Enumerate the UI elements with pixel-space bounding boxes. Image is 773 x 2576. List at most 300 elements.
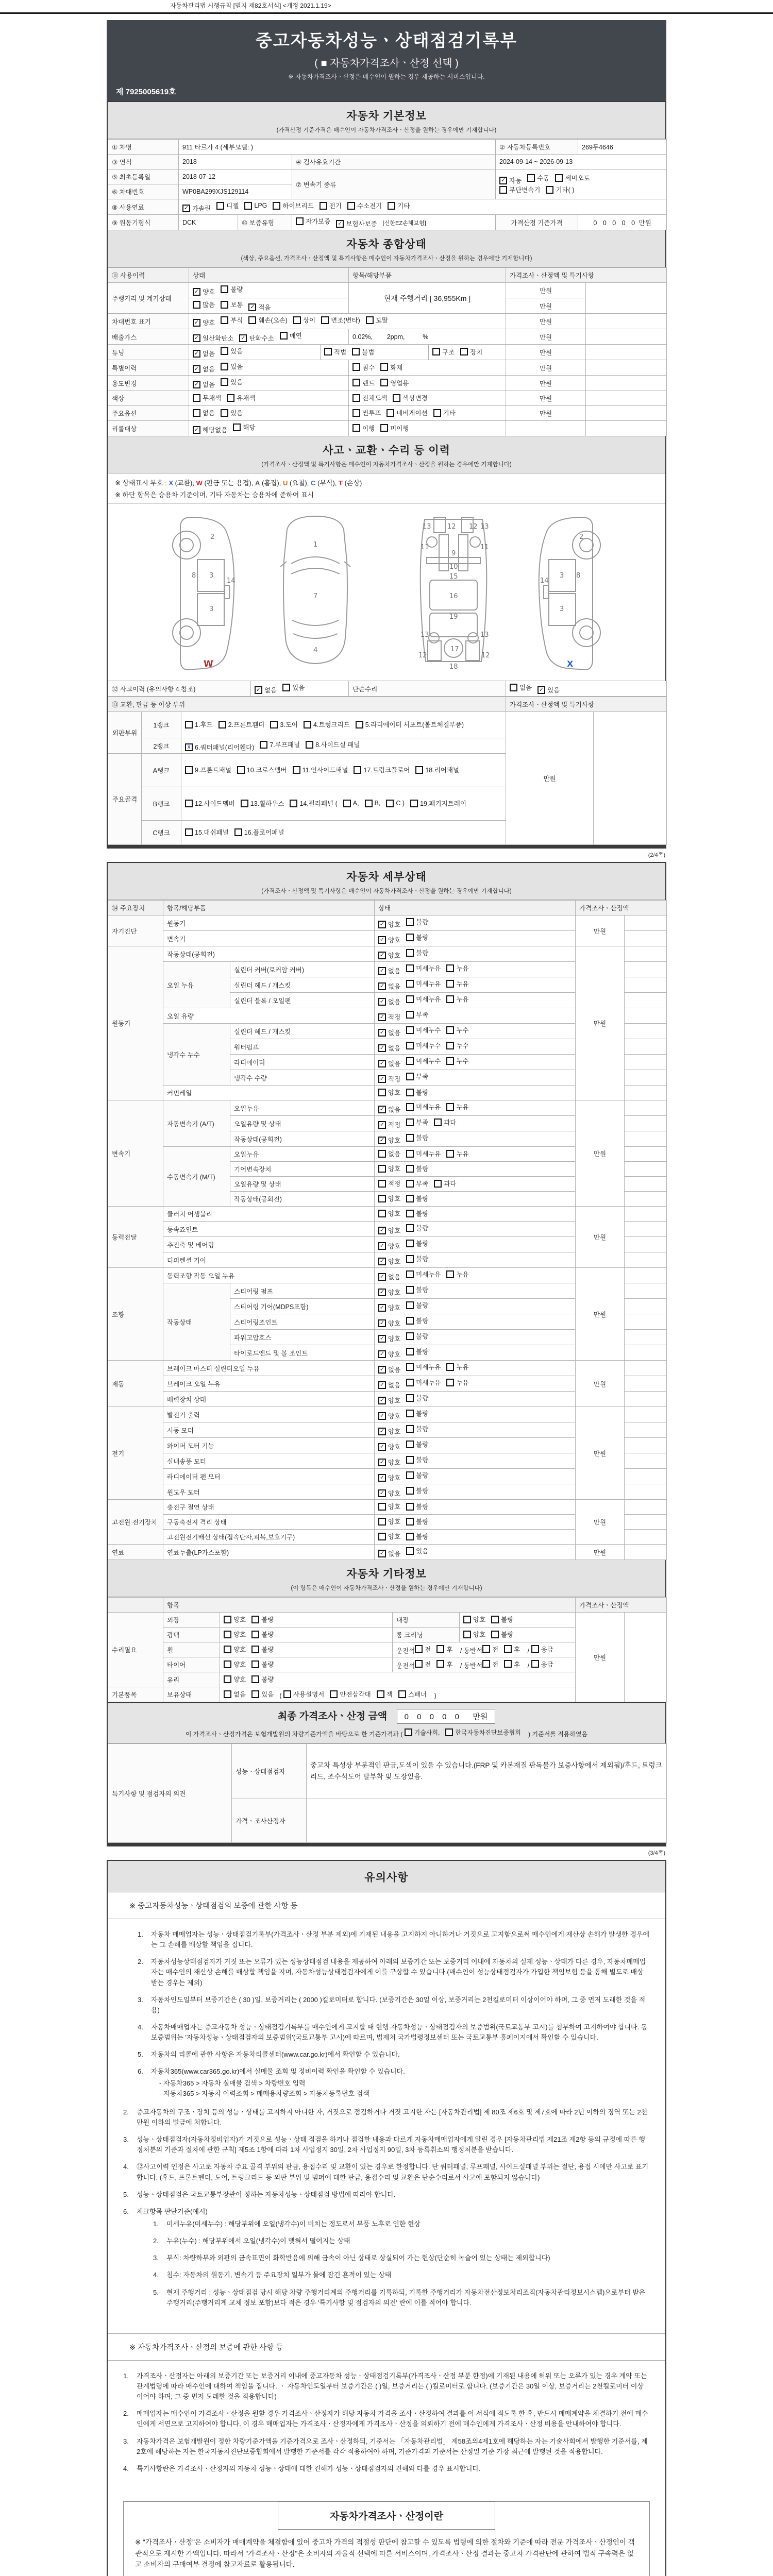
checkbox-option[interactable] [336, 219, 377, 228]
checkbox-option[interactable] [406, 1300, 428, 1310]
checkbox-option[interactable] [378, 981, 400, 991]
checkbox-option[interactable] [406, 994, 441, 1004]
checkbox-icon[interactable] [380, 379, 388, 386]
checkbox-icon[interactable] [445, 1728, 453, 1736]
checkbox-option[interactable] [378, 1209, 400, 1218]
checkbox-option[interactable] [433, 408, 456, 417]
checkbox-option[interactable] [224, 1645, 246, 1654]
checkbox-option[interactable] [546, 185, 574, 194]
checkbox-option[interactable] [378, 1349, 400, 1359]
checkbox-icon[interactable] [432, 348, 440, 355]
checkbox-icon[interactable] [446, 1363, 454, 1371]
checkbox-option[interactable] [406, 1316, 428, 1325]
checkbox-option[interactable] [378, 920, 400, 929]
checkbox-icon[interactable] [221, 316, 228, 324]
checkbox-option[interactable] [432, 347, 455, 357]
checkbox-option[interactable] [221, 408, 243, 417]
checkbox-icon[interactable] [406, 1547, 414, 1555]
checkbox-option[interactable] [406, 1025, 441, 1035]
checkbox-checked-icon[interactable]: ✓ [378, 1397, 386, 1404]
checkbox-option[interactable] [193, 300, 215, 309]
checkbox-option[interactable] [378, 1164, 400, 1173]
checkbox-option[interactable] [446, 1102, 468, 1111]
checkbox-option[interactable] [415, 765, 459, 774]
checkbox-option[interactable] [378, 1272, 400, 1281]
checkbox-icon[interactable] [415, 766, 423, 774]
checkbox-option[interactable] [227, 393, 255, 402]
checkbox-option[interactable] [352, 363, 375, 372]
checkbox-icon[interactable] [406, 1487, 414, 1495]
checkbox-icon[interactable] [224, 1690, 231, 1698]
checkbox-option[interactable] [531, 1645, 553, 1654]
checkbox-option[interactable] [224, 1689, 246, 1699]
checkbox-icon[interactable] [555, 174, 563, 182]
checkbox-icon[interactable] [406, 1286, 414, 1294]
checkbox-icon[interactable] [378, 1503, 386, 1511]
checkbox-checked-icon[interactable]: ✓ [182, 205, 190, 212]
checkbox-icon[interactable] [446, 1057, 454, 1065]
checkbox-icon[interactable] [446, 964, 454, 972]
checkbox-option[interactable] [304, 720, 350, 729]
checkbox-option[interactable] [221, 346, 243, 355]
checkbox-icon[interactable] [237, 766, 245, 774]
checkbox-option[interactable] [482, 1659, 498, 1669]
checkbox-option[interactable] [239, 333, 274, 343]
checkbox-option[interactable] [378, 1136, 400, 1145]
checkbox-icon[interactable] [233, 423, 241, 431]
checkbox-checked-icon[interactable]: ✓ [378, 1335, 386, 1343]
checkbox-icon[interactable] [406, 1363, 414, 1371]
checkbox-option[interactable] [193, 408, 215, 417]
checkbox-option[interactable] [406, 1223, 428, 1232]
checkbox-icon[interactable] [406, 1425, 414, 1433]
checkbox-option[interactable] [378, 1549, 400, 1558]
checkbox-icon[interactable] [378, 1533, 386, 1540]
checkbox-icon[interactable] [406, 1410, 414, 1417]
checkbox-option[interactable] [193, 349, 215, 358]
checkbox-icon[interactable] [406, 1011, 414, 1019]
checkbox-icon[interactable] [193, 301, 200, 309]
checkbox-option[interactable] [354, 765, 410, 774]
checkbox-icon[interactable] [406, 1240, 414, 1247]
checkbox-checked-icon[interactable]: ✓ [378, 1121, 386, 1129]
checkbox-option[interactable] [221, 300, 243, 309]
checkbox-icon[interactable] [546, 186, 553, 194]
checkbox-icon[interactable] [406, 1503, 414, 1511]
checkbox-icon[interactable] [406, 1195, 414, 1202]
checkbox-option[interactable] [378, 1442, 400, 1451]
checkbox-option[interactable] [221, 315, 243, 325]
checkbox-option[interactable] [296, 216, 330, 226]
checkbox-option[interactable] [219, 720, 265, 729]
checkbox-icon[interactable]: X [185, 743, 193, 751]
checkbox-checked-icon[interactable]: ✓ [255, 686, 262, 694]
checkbox-option[interactable] [463, 1615, 485, 1624]
checkbox-option[interactable] [378, 1257, 400, 1266]
checkbox-icon[interactable] [446, 1042, 454, 1049]
checkbox-icon[interactable] [219, 721, 226, 728]
checkbox-option[interactable] [504, 1659, 520, 1669]
checkbox-checked-icon[interactable]: ✓ [193, 365, 200, 373]
checkbox-option[interactable] [406, 963, 441, 973]
checkbox-option[interactable] [193, 318, 215, 327]
checkbox-option[interactable] [352, 347, 374, 357]
checkbox-option[interactable] [378, 1473, 400, 1482]
checkbox-option[interactable] [378, 1059, 400, 1068]
checkbox-option[interactable] [378, 1517, 400, 1526]
checkbox-option[interactable] [386, 408, 427, 417]
checkbox-option[interactable] [321, 315, 360, 325]
checkbox-option[interactable] [378, 1012, 400, 1022]
checkbox-icon[interactable] [244, 202, 252, 210]
checkbox-option[interactable] [378, 1303, 400, 1312]
checkbox-checked-icon[interactable]: ✓ [378, 1319, 386, 1327]
checkbox-option[interactable] [378, 1411, 400, 1420]
checkbox-checked-icon[interactable]: ✓ [193, 288, 200, 296]
checkbox-option[interactable] [193, 364, 215, 374]
checkbox-icon[interactable] [378, 1150, 386, 1158]
checkbox-option[interactable] [378, 1149, 400, 1158]
checkbox-icon[interactable] [504, 1645, 512, 1653]
checkbox-icon[interactable] [463, 1631, 471, 1638]
checkbox-icon[interactable] [393, 394, 400, 402]
checkbox-option[interactable] [378, 1318, 400, 1328]
checkbox-option[interactable] [378, 1241, 400, 1250]
checkbox-option[interactable] [406, 1041, 441, 1050]
checkbox-option[interactable] [405, 1728, 440, 1737]
checkbox-option[interactable] [406, 1254, 428, 1263]
checkbox-icon[interactable] [398, 1690, 406, 1698]
checkbox-option[interactable] [510, 683, 532, 692]
checkbox-icon[interactable] [293, 766, 300, 774]
checkbox-option[interactable] [491, 1615, 513, 1624]
checkbox-option[interactable] [378, 935, 400, 944]
checkbox-option[interactable] [406, 1517, 428, 1526]
checkbox-icon[interactable] [531, 1660, 539, 1668]
checkbox-option[interactable] [283, 1689, 324, 1699]
checkbox-option[interactable] [434, 1179, 456, 1188]
checkbox-icon[interactable] [290, 800, 297, 807]
checkbox-option[interactable] [378, 1365, 400, 1374]
checkbox-option[interactable] [352, 408, 381, 417]
checkbox-icon[interactable] [320, 202, 327, 210]
checkbox-option[interactable] [406, 1532, 428, 1541]
checkbox-checked-icon[interactable]: ✓ [378, 1137, 386, 1144]
checkbox-option[interactable] [378, 1074, 400, 1083]
checkbox-icon[interactable] [406, 995, 414, 1003]
checkbox-option[interactable] [406, 948, 428, 957]
checkbox-checked-icon[interactable]: ✓ [378, 1350, 386, 1358]
checkbox-checked-icon[interactable]: ✓ [378, 1366, 386, 1374]
checkbox-option[interactable] [224, 1615, 246, 1624]
checkbox-option[interactable] [378, 1226, 400, 1235]
checkbox-option[interactable] [193, 380, 215, 389]
checkbox-icon[interactable] [406, 918, 414, 926]
checkbox-option[interactable] [446, 1362, 468, 1371]
checkbox-icon[interactable] [406, 1134, 414, 1142]
checkbox-option[interactable] [378, 1396, 400, 1405]
checkbox-icon[interactable] [504, 1660, 512, 1668]
checkbox-icon[interactable] [352, 379, 360, 386]
checkbox-icon[interactable] [251, 1646, 259, 1653]
checkbox-option[interactable] [398, 1689, 427, 1699]
checkbox-option[interactable] [293, 765, 348, 774]
checkbox-option[interactable] [446, 1041, 468, 1050]
checkbox-option[interactable] [185, 799, 235, 808]
checkbox-option[interactable] [406, 1149, 441, 1158]
checkbox-option[interactable] [388, 201, 410, 210]
checkbox-icon[interactable] [248, 316, 256, 324]
checkbox-checked-icon[interactable]: ✓ [378, 1381, 386, 1389]
checkbox-icon[interactable] [531, 1645, 539, 1653]
checkbox-option[interactable] [378, 1088, 400, 1097]
checkbox-icon[interactable] [406, 1440, 414, 1448]
checkbox-option[interactable] [343, 800, 359, 807]
checkbox-icon[interactable] [378, 1518, 386, 1526]
checkbox-icon[interactable] [406, 1165, 414, 1173]
checkbox-checked-icon[interactable]: ✓ [378, 1412, 386, 1420]
checkbox-option[interactable] [446, 1269, 468, 1279]
checkbox-icon[interactable] [185, 800, 193, 807]
checkbox-option[interactable] [527, 173, 549, 182]
checkbox-checked-icon[interactable]: ✓ [193, 426, 200, 434]
checkbox-icon[interactable] [406, 934, 414, 941]
checkbox-icon[interactable] [378, 1210, 386, 1217]
checkbox-option[interactable] [380, 378, 409, 387]
checkbox-icon[interactable] [306, 741, 313, 749]
checkbox-option[interactable] [185, 742, 254, 752]
checkbox-option[interactable] [531, 1659, 553, 1669]
checkbox-option[interactable] [282, 683, 305, 692]
checkbox-option[interactable] [393, 393, 427, 402]
checkbox-option[interactable] [193, 333, 233, 343]
checkbox-icon[interactable] [406, 1332, 414, 1340]
checkbox-option[interactable] [415, 1659, 431, 1669]
checkbox-checked-icon[interactable]: ✓ [378, 1443, 386, 1451]
checkbox-option[interactable] [378, 1334, 400, 1343]
checkbox-option[interactable] [555, 173, 590, 182]
checkbox-icon[interactable] [482, 1645, 490, 1653]
checkbox-checked-icon[interactable]: ✓ [378, 921, 386, 928]
checkbox-option[interactable] [237, 765, 287, 774]
checkbox-option[interactable] [436, 1645, 452, 1654]
checkbox-option[interactable] [260, 740, 300, 749]
checkbox-checked-icon[interactable]: ✓ [378, 1106, 386, 1113]
checkbox-option[interactable] [406, 1393, 428, 1402]
checkbox-icon[interactable] [221, 285, 228, 293]
checkbox-option[interactable] [221, 362, 243, 371]
checkbox-icon[interactable] [433, 409, 441, 417]
checkbox-option[interactable] [499, 185, 540, 194]
checkbox-icon[interactable] [527, 174, 535, 182]
checkbox-icon[interactable] [321, 316, 329, 324]
checkbox-checked-icon[interactable]: ✓ [378, 1013, 386, 1021]
checkbox-option[interactable] [234, 827, 284, 837]
checkbox-option[interactable] [410, 799, 466, 808]
checkbox-icon[interactable] [227, 394, 234, 402]
checkbox-icon[interactable] [224, 1660, 231, 1668]
checkbox-icon[interactable] [434, 1118, 442, 1126]
checkbox-option[interactable] [406, 1088, 428, 1097]
checkbox-icon[interactable] [377, 1690, 384, 1698]
checkbox-option[interactable] [406, 1331, 428, 1341]
checkbox-icon[interactable] [378, 1180, 386, 1188]
checkbox-option[interactable] [185, 765, 231, 774]
checkbox-icon[interactable] [406, 980, 414, 988]
checkbox-checked-icon[interactable]: ✓ [378, 1474, 386, 1482]
checkbox-checked-icon[interactable]: ✓ [193, 334, 200, 342]
checkbox-icon[interactable] [280, 332, 288, 340]
checkbox-icon[interactable] [354, 766, 361, 774]
checkbox-option[interactable] [446, 994, 468, 1004]
checkbox-icon[interactable] [386, 800, 394, 807]
checkbox-option[interactable] [446, 1149, 468, 1158]
checkbox-option[interactable] [378, 1120, 400, 1129]
checkbox-option[interactable] [406, 1269, 441, 1279]
checkbox-icon[interactable] [406, 1270, 414, 1278]
checkbox-option[interactable] [251, 1630, 274, 1639]
checkbox-icon[interactable] [352, 394, 360, 402]
checkbox-icon[interactable] [224, 1675, 231, 1683]
checkbox-option[interactable] [406, 1239, 428, 1248]
checkbox-icon[interactable] [293, 316, 301, 324]
checkbox-icon[interactable] [378, 1165, 386, 1173]
checkbox-icon[interactable] [406, 1224, 414, 1232]
checkbox-option[interactable] [306, 740, 360, 749]
checkbox-option[interactable] [248, 315, 288, 325]
checkbox-icon[interactable] [406, 1118, 414, 1126]
checkbox-option[interactable] [446, 1025, 468, 1035]
checkbox-icon[interactable] [224, 1631, 231, 1638]
checkbox-option[interactable] [415, 1645, 431, 1654]
checkbox-option[interactable] [280, 331, 302, 340]
checkbox-option[interactable] [366, 315, 388, 325]
checkbox-icon[interactable] [221, 409, 228, 417]
checkbox-option[interactable] [378, 1105, 400, 1114]
checkbox-option[interactable] [290, 799, 337, 808]
checkbox-option[interactable] [482, 1645, 498, 1654]
checkbox-option[interactable] [406, 1486, 428, 1495]
checkbox-option[interactable] [446, 963, 468, 973]
checkbox-icon[interactable] [221, 378, 228, 386]
checkbox-option[interactable] [352, 378, 375, 387]
checkbox-icon[interactable] [436, 1645, 444, 1653]
checkbox-option[interactable] [378, 966, 400, 975]
checkbox-option[interactable] [378, 1427, 400, 1436]
checkbox-icon[interactable] [193, 409, 200, 417]
checkbox-option[interactable] [460, 347, 482, 357]
checkbox-option[interactable] [406, 1117, 428, 1127]
checkbox-option[interactable] [293, 315, 315, 325]
checkbox-option[interactable] [378, 997, 400, 1006]
checkbox-icon[interactable] [273, 202, 280, 210]
checkbox-icon[interactable] [406, 1518, 414, 1526]
checkbox-option[interactable] [365, 800, 381, 807]
checkbox-checked-icon[interactable]: ✓ [378, 982, 386, 990]
checkbox-option[interactable] [273, 201, 313, 210]
checkbox-icon[interactable] [185, 721, 193, 728]
checkbox-option[interactable] [224, 1630, 246, 1639]
checkbox-option[interactable] [270, 720, 298, 729]
checkbox-checked-icon[interactable]: ✓ [378, 936, 386, 944]
checkbox-icon[interactable] [446, 1379, 454, 1386]
checkbox-option[interactable] [251, 1689, 274, 1699]
checkbox-icon[interactable] [406, 1089, 414, 1096]
checkbox-option[interactable] [251, 1674, 274, 1684]
checkbox-option[interactable] [406, 1179, 428, 1188]
checkbox-icon[interactable] [406, 1471, 414, 1479]
checkbox-checked-icon[interactable]: ✓ [378, 1060, 386, 1067]
checkbox-option[interactable] [193, 287, 215, 296]
checkbox-icon[interactable] [406, 1073, 414, 1080]
checkbox-icon[interactable] [406, 1103, 414, 1111]
checkbox-icon[interactable] [380, 424, 388, 432]
checkbox-option[interactable] [378, 1043, 400, 1053]
checkbox-option[interactable] [406, 1502, 428, 1511]
checkbox-icon[interactable] [405, 1728, 412, 1736]
checkbox-option[interactable] [445, 1728, 521, 1737]
checkbox-option[interactable] [406, 1362, 441, 1371]
checkbox-option[interactable] [330, 1689, 371, 1699]
checkbox-option[interactable] [244, 202, 267, 210]
checkbox-option[interactable] [193, 425, 227, 434]
checkbox-option[interactable] [386, 800, 405, 807]
checkbox-icon[interactable] [185, 766, 193, 774]
checkbox-icon[interactable] [378, 1195, 386, 1202]
checkbox-icon[interactable] [406, 1057, 414, 1065]
checkbox-checked-icon[interactable]: ✓ [378, 1489, 386, 1497]
checkbox-icon[interactable] [406, 1150, 414, 1158]
checkbox-checked-icon[interactable]: ✓ [378, 998, 386, 1006]
checkbox-icon[interactable] [251, 1631, 259, 1638]
checkbox-option[interactable] [255, 685, 277, 694]
checkbox-option[interactable] [406, 1424, 428, 1433]
checkbox-option[interactable] [406, 1470, 428, 1480]
checkbox-icon[interactable] [510, 684, 517, 691]
checkbox-option[interactable] [378, 1194, 400, 1203]
checkbox-option[interactable] [193, 393, 221, 402]
checkbox-icon[interactable] [406, 1180, 414, 1188]
checkbox-option[interactable] [406, 1133, 428, 1142]
checkbox-option[interactable] [499, 176, 522, 185]
checkbox-icon[interactable] [185, 828, 193, 836]
checkbox-icon[interactable] [221, 301, 228, 309]
checkbox-option[interactable] [406, 1409, 428, 1418]
checkbox-icon[interactable] [446, 995, 454, 1003]
checkbox-icon[interactable] [499, 186, 507, 194]
checkbox-option[interactable] [182, 204, 211, 213]
checkbox-icon[interactable] [406, 949, 414, 957]
checkbox-icon[interactable] [446, 980, 454, 988]
checkbox-option[interactable] [406, 1378, 441, 1387]
checkbox-icon[interactable] [446, 1103, 454, 1111]
checkbox-icon[interactable] [406, 1379, 414, 1386]
checkbox-icon[interactable] [221, 347, 228, 355]
checkbox-option[interactable] [491, 1630, 513, 1639]
checkbox-icon[interactable] [491, 1631, 499, 1638]
checkbox-option[interactable] [378, 1532, 400, 1541]
checkbox-option[interactable] [221, 284, 243, 294]
checkbox-icon[interactable] [491, 1616, 499, 1623]
checkbox-option[interactable] [347, 201, 382, 210]
checkbox-icon[interactable] [366, 316, 374, 324]
checkbox-option[interactable] [216, 201, 239, 210]
checkbox-checked-icon[interactable]: ✓ [378, 1227, 386, 1234]
checkbox-icon[interactable] [234, 828, 242, 836]
checkbox-icon[interactable] [406, 1456, 414, 1464]
checkbox-icon[interactable] [406, 1533, 414, 1540]
checkbox-option[interactable] [378, 1380, 400, 1389]
